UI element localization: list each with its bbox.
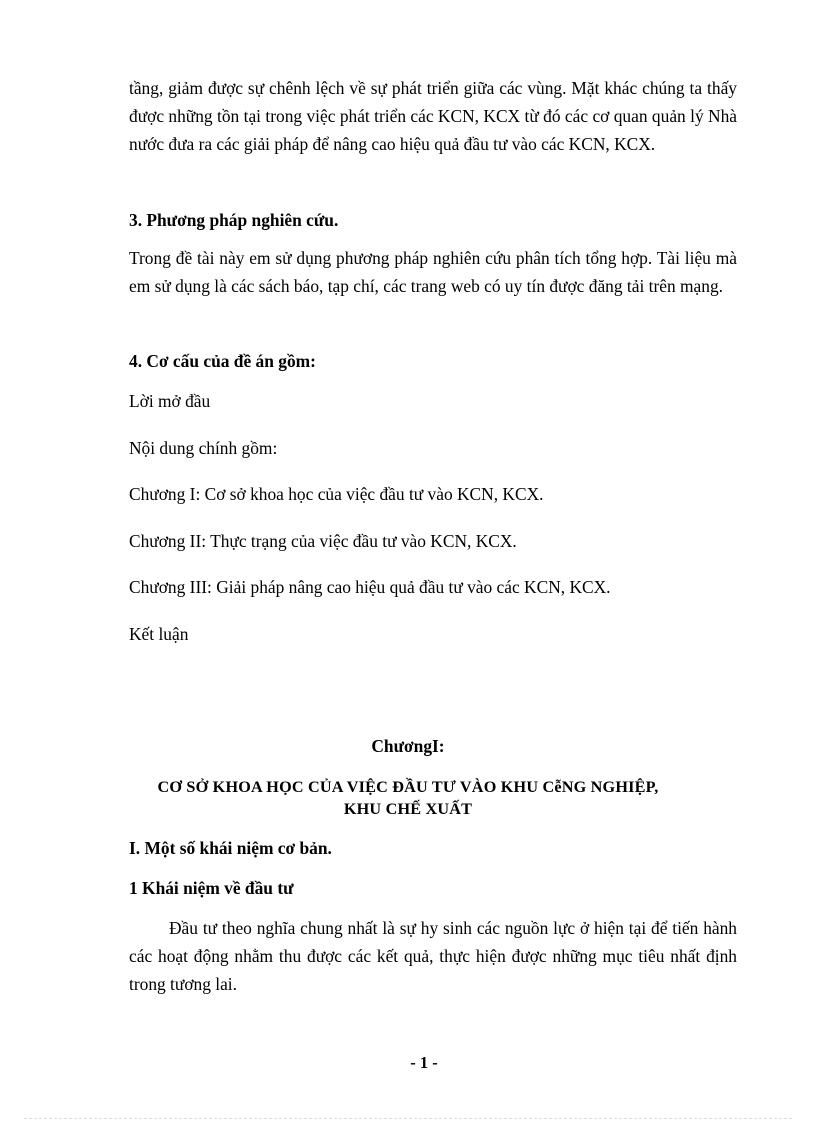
section-4-heading: 4. Cơ cấu của đề án gồm: xyxy=(129,351,316,371)
outline-item-main-content: Nội dung chính gồm: xyxy=(129,438,278,458)
section-I-heading: I. Một số khái niệm cơ bản. xyxy=(129,838,332,858)
page-number: - 1 - xyxy=(410,1053,438,1072)
concept-investment-heading: 1 Khái niệm về đầu tư xyxy=(129,878,294,898)
concept-investment-body: Đầu tư theo nghĩa chung nhất là sự hy sinh các nguồn lực ở hiện tại để tiến hành các hoạt động nhằm thu được các kết quả, thực hiện được những mục tiêu nhất định trong tương lai. xyxy=(129,918,737,995)
outline-item-intro: Lời mở đầu xyxy=(129,391,211,411)
chapter-title-line-1: CƠ SỞ KHOA HỌC CỦA VIỆC ĐẦU TƯ VÀO KHU CễNG NGHIỆP, xyxy=(157,778,659,796)
chapter-title-line-2: KHU CHẾ XUẤT xyxy=(343,800,473,818)
chapter-label: ChươngI: xyxy=(371,736,445,756)
outline-item-chapter-3: Chương III: Giải pháp nâng cao hiệu quả đầu tư vào các KCN, KCX. xyxy=(129,577,611,597)
section-3-body: Trong đề tài này em sử dụng phương pháp nghiên cứu phân tích tổng hợp. Tài liệu mà em sử dụng là các sách báo, tạp chí, các trang web có uy tín được đăng tải trên mạng. xyxy=(129,248,737,297)
outline-item-conclusion: Kết luận xyxy=(129,624,189,644)
page-bottom-divider xyxy=(24,1118,792,1119)
section-3-heading: 3. Phương pháp nghiên cứu. xyxy=(129,210,339,230)
outline-item-chapter-1: Chương I: Cơ sở khoa học của việc đầu tư vào KCN, KCX. xyxy=(129,484,544,504)
intro-paragraph: tầng, giảm được sự chênh lệch về sự phát triển giữa các vùng. Mặt khác chúng ta thấy được những tồn tại trong việc phát triển các KCN, KCX từ đó các cơ quan quản lý Nhà nước đưa ra các giải pháp để nâng cao hiệu quả đầu tư vào các KCN, KCX. xyxy=(129,78,737,155)
outline-item-chapter-2: Chương II: Thực trạng của việc đầu tư vào KCN, KCX. xyxy=(129,531,517,551)
